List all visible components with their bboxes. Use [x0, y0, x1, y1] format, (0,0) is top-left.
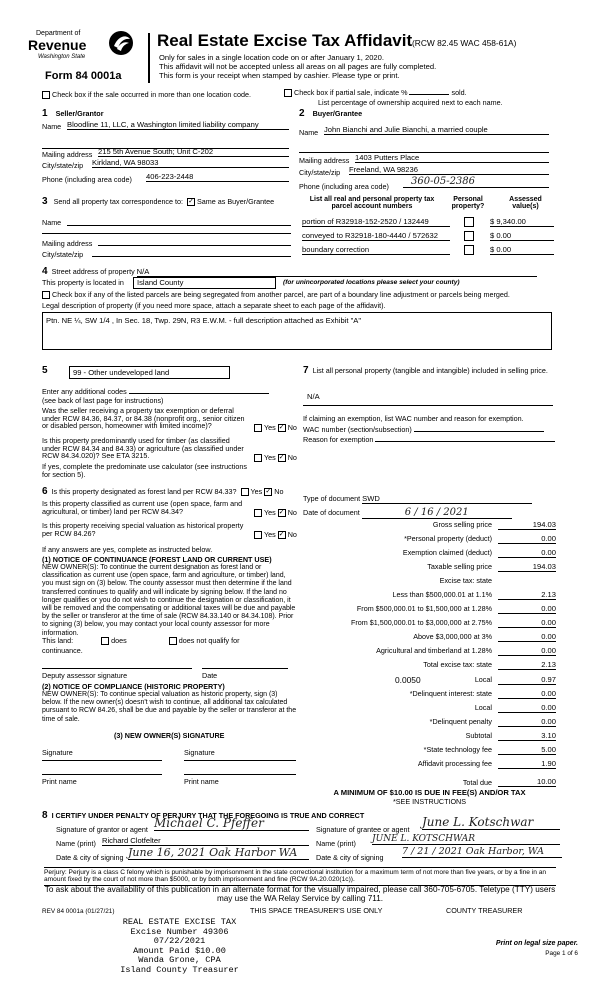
- section-7-text: List all personal property (tangible and intangible) included in selling price.: [312, 366, 548, 375]
- seller-name-field[interactable]: Bloodline 11, LLC, a Washington limited liability company: [67, 120, 289, 130]
- section-3-mailing-field[interactable]: [98, 236, 291, 246]
- tax-value[interactable]: 0.00: [498, 604, 556, 614]
- additional-codes-label: [42, 387, 269, 396]
- historic-no-checkbox[interactable]: ✓: [278, 531, 285, 539]
- tax-label: Exemption claimed (deduct): [402, 548, 492, 557]
- tax-label: Taxable selling price: [427, 562, 492, 571]
- page-title: Real Estate Excise Tax Affidavit: [157, 31, 413, 50]
- buyer-name-line2[interactable]: [299, 144, 549, 153]
- tax-label: *Delinquent penalty: [429, 717, 492, 726]
- grantor-sig-label: Signature of grantor or agent: [56, 825, 148, 834]
- tax-value[interactable]: 3.10: [498, 731, 556, 741]
- seller-name-label: Name: [42, 122, 62, 131]
- section-3-name-field[interactable]: [67, 216, 291, 226]
- segregation-check: [42, 290, 510, 299]
- tax-label: From $1,500,000.01 to $3,000,000 at 2.75%: [350, 618, 492, 627]
- section-6-number: 6: [42, 486, 48, 497]
- owner-print-line-1[interactable]: [42, 772, 162, 775]
- notice-compliance-title: (2) NOTICE OF COMPLIANCE (HISTORIC PROPERTY): [42, 682, 225, 691]
- reason-text: Reason for exemption: [303, 435, 374, 444]
- multiple-location-checkbox[interactable]: [42, 91, 50, 99]
- yes-label: Yes: [264, 423, 276, 432]
- tax-label: Total excise tax: state: [423, 660, 492, 669]
- tax-value[interactable]: 0.00: [498, 689, 556, 699]
- land-use-select[interactable]: 99 - Other undeveloped land: [69, 366, 230, 379]
- current-use-answer: [252, 508, 297, 517]
- personal-col-header: Personal property?: [451, 196, 485, 210]
- grantee-date-city[interactable]: 7 / 21 / 2021 Oak Harbor, WA: [402, 846, 562, 858]
- tax-value[interactable]: 194.03: [498, 562, 556, 572]
- owner-sig-label-1: Signature: [42, 748, 73, 757]
- section-3: [42, 196, 292, 262]
- this-land: [42, 636, 240, 645]
- partial-sale-percent-field[interactable]: [409, 94, 449, 95]
- notice-continuance-body: NEW OWNER(S): To continue the current designation as forest land or classification as current use (open space, farm and agriculture, or timber) land, you must sign on (3) below. The county assessor must then determine if the land transferred continues to qualify and will indicate by signing below. If the land no longer qualifies or you do not wish to continue the designation or classification, it will be removed and the compensating or additional taxes will be due and payable by the seller or transferor at the time of sale (RCW 84.33.140 or 84.34.108). Prior to signing (3) below, you may contact your local county assessor for more information.: [42, 564, 296, 637]
- owner-print-label-1: Print name: [42, 777, 77, 786]
- tax-value[interactable]: 0.00: [498, 703, 556, 713]
- buyer-mailing-label: Mailing address: [299, 156, 350, 165]
- new-owner-sig-title: (3) NEW OWNER(S) SIGNATURE: [114, 731, 225, 740]
- grantee-name-label: Name (print): [316, 839, 356, 848]
- partial-sale-label: Check box if partial sale, indicate %: [294, 88, 408, 97]
- additional-codes-text: Enter any additional codes: [42, 387, 127, 396]
- wac-label: [303, 425, 544, 434]
- additional-codes-note: (see back of last page for instructions): [42, 396, 164, 405]
- tax-label: *Delinquent interest: state: [409, 689, 492, 698]
- stamp-line: Amount Paid $10.00: [133, 945, 226, 956]
- does-not-label: does not qualify for: [178, 636, 240, 645]
- grantee-sig-label: Signature of grantee or agent: [316, 825, 410, 834]
- section-7-number: 7: [303, 365, 309, 376]
- dept-state: Washington State: [38, 54, 86, 60]
- partial-sale-checkbox[interactable]: [284, 89, 292, 97]
- tax-value[interactable]: 194.03: [498, 520, 556, 530]
- owner-print-line-2[interactable]: [184, 772, 296, 775]
- wac-text: WAC number (section/subsection): [303, 425, 412, 434]
- no-label: No: [287, 453, 297, 462]
- tax-label: Local: [474, 675, 492, 684]
- if-yes-note: If any answers are yes, complete as instructed below.: [42, 545, 213, 554]
- grantee-signature[interactable]: June L. Kotschwar: [422, 815, 560, 830]
- grantor-name[interactable]: Richard Clotfelter: [102, 836, 309, 846]
- does-qualify-checkbox[interactable]: [101, 637, 109, 645]
- tax-value[interactable]: 0.00: [498, 548, 556, 558]
- section-5-number: 5: [42, 365, 48, 376]
- parcel-row: [302, 245, 556, 257]
- parcel-account[interactable]: portion of R32918-152-2520 / 132449: [302, 217, 450, 227]
- parcel-account[interactable]: boundary correction: [302, 245, 450, 255]
- tax-label: Affidavit processing fee: [417, 759, 492, 768]
- notice-continuance-title: (1) NOTICE OF CONTINUANCE (FOREST LAND OR CURRENT USE): [42, 555, 272, 564]
- timber-answer: [252, 453, 297, 462]
- reason-field[interactable]: [375, 441, 555, 442]
- tax-table: [303, 520, 556, 780]
- does-label: does: [111, 636, 127, 645]
- partial-sale-check: [284, 88, 467, 97]
- multiple-location-check: [42, 90, 251, 99]
- current-use-question: Is this property classified as current use (open space, farm and agricultural, or timber) land per RCW 84.34?: [42, 499, 243, 516]
- seller-phone-label: Phone (including area code): [42, 175, 132, 184]
- county-treasurer: COUNTY TREASURER: [446, 906, 523, 915]
- form-revision: REV 84 0001a (01/27/21): [42, 908, 115, 915]
- tax-value[interactable]: 0.00: [498, 646, 556, 656]
- deputy-date-label: Date: [202, 671, 218, 680]
- wac-field[interactable]: [414, 431, 544, 432]
- seller-city-field[interactable]: Kirkland, WA 98033: [92, 158, 289, 168]
- section-3-number: 3: [42, 196, 48, 207]
- form-number: Form 84 0001a: [45, 70, 122, 82]
- document-type-field[interactable]: SWD: [362, 494, 532, 504]
- yes-label: Yes: [264, 530, 276, 539]
- certify-heading: I CERTIFY UNDER PENALTY OF PERJURY THAT THE FOREGOING IS TRUE AND CORRECT: [51, 811, 365, 820]
- section-5: [42, 365, 300, 489]
- stamp-line: Wanda Grone, CPA: [138, 955, 221, 966]
- deputy-date-line[interactable]: [202, 658, 288, 669]
- notice-compliance-body: NEW OWNER(S): To continue special valuation as historic property, sign (3) below. If the new owner(s) doesn't wish to continue, all additional tax calculated pursuant to RCW 84.26, shall be due and payable by the seller or transferor at the time of sale.: [42, 691, 297, 723]
- exemption-answer: [252, 423, 297, 432]
- document-date-field[interactable]: 6 / 16 / 2021: [362, 507, 512, 519]
- exemption-text: If claiming an exemption, list WAC number and reason for exemption.: [303, 414, 524, 423]
- section-3-city-field[interactable]: [92, 247, 291, 257]
- dept-revenue: Revenue: [28, 37, 87, 53]
- tax-label: Above $3,000,000 at 3%: [413, 632, 492, 641]
- tax-value[interactable]: 2.13: [498, 590, 556, 600]
- tax-value[interactable]: 0.00: [498, 618, 556, 628]
- stamp-line: REAL ESTATE EXCISE TAX: [122, 917, 237, 927]
- same-as-buyer-label: Same as Buyer/Grantee: [197, 197, 275, 206]
- see-instructions: *SEE INSTRUCTIONS: [392, 797, 467, 806]
- page-number: Page 1 of 6: [545, 950, 578, 957]
- dept-line1: Department of: [36, 30, 81, 37]
- tax-label: From $500,000.01 to $1,500,000 at 1.28%: [356, 604, 492, 613]
- stamp-line: Excise Number 49306: [130, 926, 229, 937]
- segregation-label: Check box if any of the listed parcels are being segregated from another parcel, are part of a boundary line adjustment or parcels being merged.: [52, 290, 510, 299]
- street-field[interactable]: N/A: [137, 267, 537, 277]
- tax-label: Agricultural and timberland at 1.28%: [376, 646, 492, 655]
- tax-value[interactable]: 2.13: [498, 660, 556, 670]
- exemption-no-checkbox[interactable]: ✓: [278, 424, 285, 432]
- tax-label: *Personal property (deduct): [404, 534, 492, 543]
- partial-sale-note: List percentage of ownership acquired next to each name.: [318, 98, 503, 107]
- seller-phone-field[interactable]: 406-223-2448: [146, 172, 289, 182]
- historic-yes-checkbox[interactable]: [254, 531, 262, 539]
- tax-label: Subtotal: [465, 731, 492, 740]
- document-type: [303, 494, 532, 504]
- assessed-value[interactable]: $ 0.00: [490, 231, 554, 241]
- document-date-label: Date of document: [303, 508, 360, 517]
- parcel-row: [302, 217, 556, 229]
- tax-label: Local: [474, 703, 492, 712]
- no-label: No: [287, 508, 297, 517]
- deputy-signature-line[interactable]: [42, 658, 192, 669]
- buyer-phone-label: Phone (including area code): [299, 182, 389, 191]
- legal-paper-note: Print on legal size paper.: [495, 940, 578, 947]
- partial-sale-sold: sold.: [451, 88, 467, 97]
- segregation-checkbox[interactable]: [42, 291, 50, 299]
- section-3-name-label: Name: [42, 218, 62, 227]
- document-date: [303, 507, 512, 519]
- deputy-sig-label: Deputy assessor signature: [42, 671, 128, 680]
- grantor-date-label: Date & city of signing: [56, 853, 124, 862]
- assessed-value[interactable]: $ 0.00: [490, 245, 554, 255]
- no-label: No: [274, 487, 284, 496]
- parcel-row: [302, 231, 556, 243]
- section-7: [303, 365, 558, 455]
- historic-question: Is this property receiving special valuation as historical property per RCW 84.26?: [42, 521, 244, 538]
- section-8-number: 8: [42, 810, 48, 821]
- buyer-name-field[interactable]: John Bianchi and Julie Bianchi, a married couple: [324, 125, 549, 135]
- tax-value[interactable]: 10.00: [498, 777, 556, 787]
- perjury-text: Perjury: Perjury is a class C felony which is punishable by imprisonment in the state correctional institution for a maximum term of not more than five years, or by a fine in an amount fixed by the court of not more than $5000, or by both imprisonment and fine (RCW 9A.20.020(1c)).: [44, 869, 547, 884]
- document-type-label: Type of document: [303, 494, 361, 503]
- seller-mailing-field[interactable]: 215 5th Avenue South; Unit C-202: [98, 147, 289, 157]
- legal-label: Legal description of property (if you need more space, attach a separate sheet to each page of the affidavit).: [42, 301, 386, 310]
- same-as-buyer-checkbox[interactable]: ✓: [188, 198, 194, 206]
- buyer-phone-field[interactable]: 360-05-2386: [403, 176, 549, 188]
- seller-mailing-label: Mailing address: [42, 150, 93, 159]
- tax-value[interactable]: 0.00: [498, 534, 556, 544]
- owner-sig-line-2[interactable]: [184, 758, 296, 761]
- located-note: (for unincorporated locations please select your county): [283, 279, 460, 286]
- yes-label: Yes: [264, 453, 276, 462]
- buyer-heading: Buyer/Grantee: [312, 109, 363, 118]
- buyer-section: [299, 108, 549, 194]
- owner-sig-line-1[interactable]: [42, 758, 162, 761]
- section-4-number: 4: [42, 266, 48, 277]
- grantor-date-city[interactable]: June 16, 2021 Oak Harbor WA: [128, 846, 309, 860]
- minimum-note: A MINIMUM OF $10.00 IS DUE IN FEE(S) AND/OR TAX: [333, 788, 526, 797]
- this-land-label: This land:: [42, 636, 74, 645]
- current-use-yes-checkbox[interactable]: [254, 509, 262, 517]
- exemption-question: Was the seller receiving a property tax exemption or deferral under RCW 84.36, 84.37, or 84.38 (nonprofit org., senior citizen or disabled person, homeowner with limited income)?: [42, 406, 245, 431]
- perjury-note: [44, 867, 556, 886]
- no-label: No: [287, 423, 297, 432]
- exemption-yes-checkbox[interactable]: [254, 424, 262, 432]
- header-divider: [148, 33, 150, 83]
- stamp-line: Island County Treasurer: [120, 964, 239, 975]
- tax-label: Less than $500,000.01 at 1.1%: [392, 590, 492, 599]
- forest-question: Is this property designated as forest land per RCW 84.33?: [51, 487, 237, 496]
- tax-label: Excise tax: state: [439, 576, 492, 585]
- excise-tax-stamp: [112, 918, 247, 976]
- section-3-city-label: City/state/zip: [42, 250, 84, 259]
- seller-city-label: City/state/zip: [42, 161, 84, 170]
- section-1-number: 1: [42, 108, 48, 119]
- subtitle-3: This form is your receipt when stamped by cashier. Please type or print.: [159, 71, 400, 80]
- treasurer-use: THIS SPACE TREASURER'S USE ONLY: [250, 906, 383, 915]
- multiple-location-label: Check box if the sale occurred in more than one location code.: [52, 90, 251, 99]
- additional-codes-field[interactable]: [129, 393, 269, 394]
- local-rate: 0.0050: [395, 675, 421, 685]
- personal-property-checkbox[interactable]: [464, 231, 474, 241]
- personal-property-checkbox[interactable]: [464, 245, 474, 255]
- grantee-date-label: Date & city of signing: [316, 853, 384, 862]
- yes-label: Yes: [264, 508, 276, 517]
- alternate-format: To ask about the availability of this publication in an alternate format for the visually impaired, please call 360-705-6705. Teletype (TTY) users may use the WA Relay Service by calling 711.: [44, 885, 556, 903]
- buyer-city-label: City/state/zip: [299, 168, 341, 177]
- assessed-col-header: Assessed value(s): [509, 196, 542, 210]
- timber-question: Is this property predominantly used for timber (as classified under RCW 84.34 and 84.33) or agriculture (as classified under RCW 84.34.020)? See ETA 3215.: [42, 436, 244, 461]
- tax-label: Gross selling price: [432, 520, 492, 529]
- yes-label: Yes: [250, 487, 263, 496]
- title-citation: (RCW 82.45 WAC 458-61A): [412, 38, 517, 48]
- section-3-mailing-label: Mailing address: [42, 239, 93, 248]
- tax-value[interactable]: 0.00: [498, 632, 556, 642]
- owner-sig-label-2: Signature: [184, 748, 215, 757]
- personal-property-checkbox[interactable]: [464, 217, 474, 227]
- subtitle-1: Only for sales in a single location code on or after January 1, 2020.: [159, 53, 384, 62]
- parcel-account[interactable]: conveyed to R32918-180-4440 / 572632: [302, 231, 450, 241]
- subtitle-2: This affidavit will not be accepted unless all areas on all pages are fully completed.: [159, 62, 437, 71]
- dor-logo: [28, 30, 140, 70]
- exemption-reason: [303, 435, 555, 444]
- section-4: [42, 266, 557, 366]
- legal-description-field[interactable]: Ptn. NE ¼, SW 1/4 , In Sec. 18, Twp. 29N, R3 E.W.M. - full description attached as Exhibit "A": [42, 312, 552, 350]
- seller-heading: Seller/Grantor: [55, 109, 104, 118]
- tax-value[interactable]: 1.90: [498, 759, 556, 769]
- tax-value[interactable]: 5.00: [498, 745, 556, 755]
- grantee-name[interactable]: JUNE L. KOTSCHWAR: [372, 834, 560, 845]
- timber-instructions: If yes, complete the predominate use calculator (see instructions for section 5).: [42, 462, 247, 479]
- buyer-name-label: Name: [299, 128, 319, 137]
- section-2-number: 2: [299, 108, 305, 119]
- owner-print-label-2: Print name: [184, 777, 219, 786]
- forest-no-checkbox[interactable]: ✓: [265, 488, 272, 496]
- no-label: No: [287, 530, 297, 539]
- personal-property-line[interactable]: [303, 403, 553, 406]
- historic-answer: [252, 530, 297, 539]
- stamp-line: 07/22/2021: [153, 936, 206, 947]
- revenue-logo-icon: [108, 30, 134, 56]
- section-8: [42, 810, 560, 868]
- personal-property-field[interactable]: N/A: [307, 392, 320, 401]
- tax-label: *State technology fee: [423, 745, 492, 754]
- section-3-name-line2[interactable]: [42, 226, 291, 234]
- buyer-city-field[interactable]: Freeland, WA 98236: [349, 165, 549, 175]
- buyer-mailing-field[interactable]: 1403 Putters Place: [355, 153, 549, 163]
- current-use-no-checkbox[interactable]: ✓: [278, 509, 285, 517]
- parcel-col-header: List all real and personal property tax parcel account numbers: [309, 196, 435, 210]
- forest-yes-checkbox[interactable]: [241, 488, 249, 496]
- street-label: Street address of property: [51, 267, 135, 276]
- tax-value[interactable]: 0.00: [498, 717, 556, 727]
- assessed-value[interactable]: $ 9,340.00: [490, 217, 554, 227]
- timber-yes-checkbox[interactable]: [254, 454, 262, 462]
- does-not-qualify-checkbox[interactable]: [169, 637, 177, 645]
- section-3-text: Send all property tax correspondence to:: [53, 197, 184, 206]
- continuance-label: continuance.: [42, 646, 83, 655]
- grantor-signature[interactable]: Michael C. Pfeffer: [154, 816, 309, 831]
- timber-no-checkbox[interactable]: ✓: [278, 454, 285, 462]
- seller-section: [42, 108, 290, 188]
- located-in-label: This property is located in: [42, 278, 124, 287]
- tax-value[interactable]: 0.97: [498, 675, 556, 685]
- grantor-name-label: Name (print): [56, 839, 96, 848]
- county-select[interactable]: Island County: [133, 277, 276, 289]
- tax-label: Total due: [462, 778, 492, 787]
